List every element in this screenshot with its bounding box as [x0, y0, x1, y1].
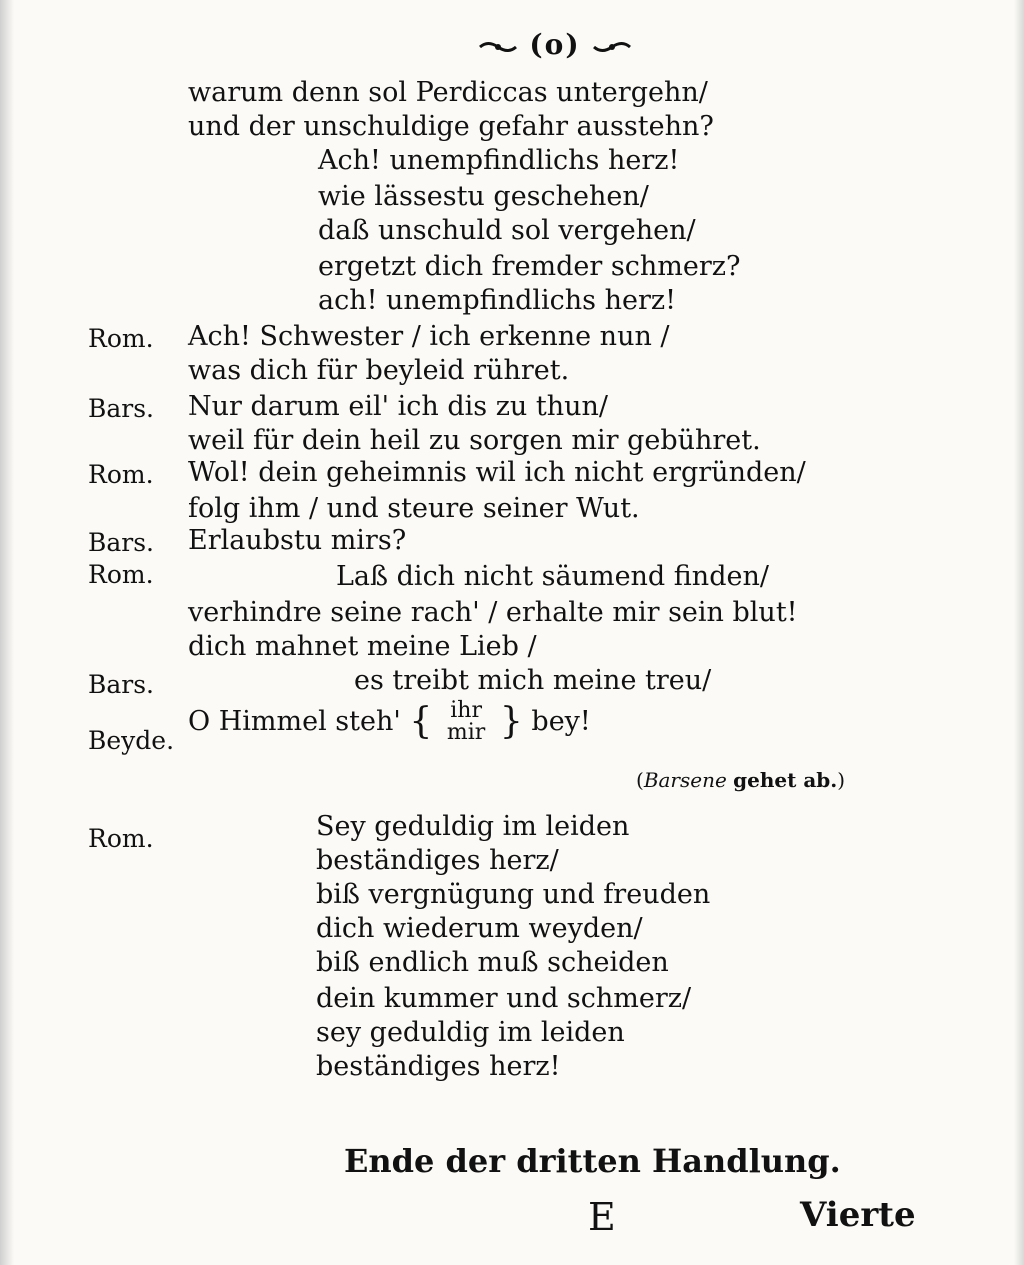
- text-line: folg ihm / und steure seiner Wut.: [188, 493, 640, 524]
- duet-line: [188, 700, 591, 744]
- duet-text-before: O Himmel steh': [188, 706, 401, 737]
- text-line: ach! unempfindlichs herz!: [318, 285, 676, 316]
- text-line: Ach! Schwester / ich erkenne nun /: [188, 321, 670, 352]
- catchword: Vierte: [800, 1195, 916, 1235]
- text-line: Laß dich nicht säumend finden/: [336, 561, 769, 592]
- aria-line: dich wiederum weyden/: [316, 913, 643, 944]
- act-end-heading: Ende der dritten Handlung.: [344, 1142, 841, 1180]
- text-line: weil für dein heil zu sorgen mir gebühret.: [188, 425, 761, 456]
- aria-line: biß endlich muß scheiden: [316, 947, 669, 978]
- aria-line: dein kummer und schmerz/: [316, 983, 692, 1014]
- text-line: Nur darum eil' ich dis zu thun/: [188, 391, 609, 422]
- speaker-label: Bars.: [88, 670, 155, 699]
- aria-line: beständiges herz/: [316, 845, 559, 876]
- page-number: (o): [529, 28, 581, 61]
- text-line: Ach! unempfindlichs herz!: [318, 145, 680, 176]
- text-line: verhindre seine rach' / erhalte mir sein blut!: [188, 597, 798, 628]
- speaker-label: Bars.: [88, 394, 155, 423]
- text-line: dich mahnet meine Lieb /: [188, 631, 537, 662]
- speaker-label: Beyde.: [88, 726, 175, 755]
- text-line: was dich für beyleid rühret.: [188, 355, 570, 386]
- stage-direction-name: Barsene: [643, 768, 727, 792]
- text-line: warum denn sol Perdiccas untergehn/: [188, 77, 708, 108]
- signature-mark: E: [588, 1195, 616, 1239]
- page-edge-right: [1014, 0, 1024, 1265]
- stage-direction-action: gehet ab.: [733, 768, 838, 792]
- brace-right-icon: }: [499, 701, 523, 742]
- brace-left-icon: {: [409, 701, 433, 742]
- text-line: daß unschuld sol vergehen/: [318, 215, 696, 246]
- ornament-left-icon: [478, 40, 518, 54]
- text-line: Erlaubstu mirs?: [188, 525, 407, 556]
- text-line: und der unschuldige gefahr ausstehn?: [188, 111, 714, 142]
- page-header: [470, 28, 640, 61]
- text-line: ergetzt dich fremder schmerz?: [318, 251, 741, 282]
- speaker-label: Rom.: [88, 324, 154, 353]
- ornament-right-icon: [592, 40, 632, 54]
- duet-option-top: ihr: [450, 698, 482, 723]
- duet-option-bottom: mir: [446, 720, 486, 745]
- aria-line: beständiges herz!: [316, 1051, 561, 1082]
- text-line: wie lässestu geschehen/: [318, 181, 649, 212]
- speaker-label: Bars.: [88, 528, 155, 557]
- aria-line: biß vergnügung und freuden: [316, 879, 711, 910]
- duet-options: [447, 700, 485, 744]
- speaker-label: Rom.: [88, 460, 154, 489]
- speaker-label: Rom.: [88, 560, 154, 589]
- speaker-label: Rom.: [88, 824, 154, 853]
- duet-text-after: bey!: [531, 706, 591, 737]
- aria-line: sey geduldig im leiden: [316, 1017, 625, 1048]
- text-line: es treibt mich meine treu/: [354, 665, 712, 696]
- stage-direction: (Barsene gehet ab.): [636, 768, 846, 792]
- text-line: Wol! dein geheimnis wil ich nicht ergründen/: [188, 457, 806, 488]
- page-edge-left: [0, 0, 14, 1265]
- aria-line: Sey geduldig im leiden: [316, 811, 630, 842]
